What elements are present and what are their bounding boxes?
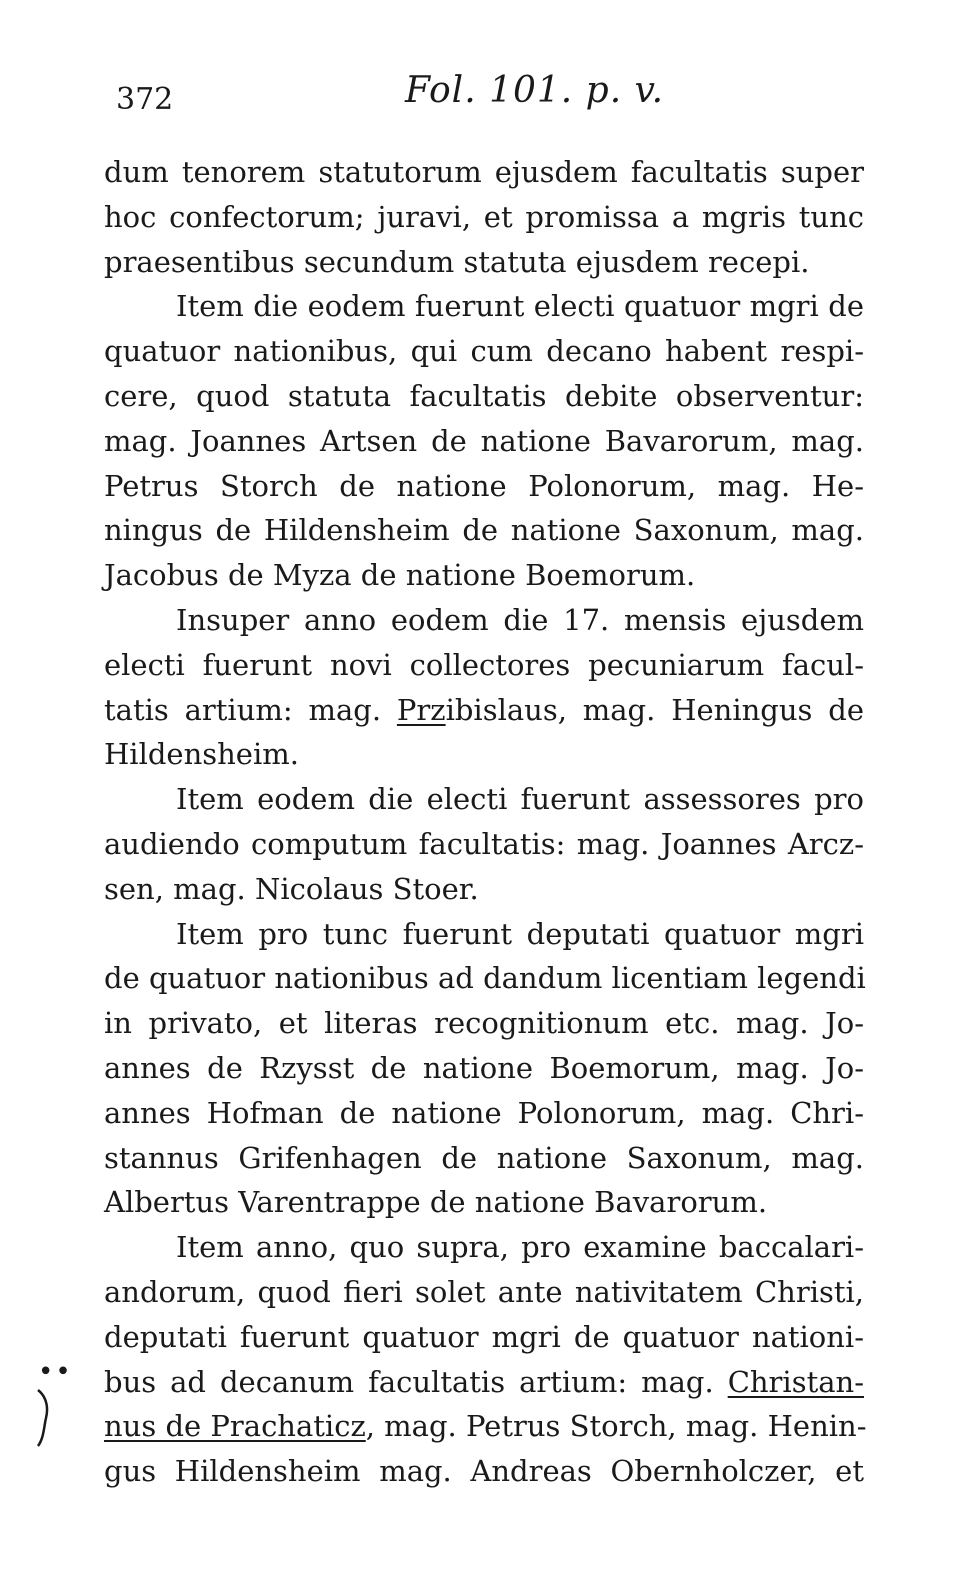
text-line: Item pro tunc fuerunt deputati quatuor mgri xyxy=(176,916,864,951)
text-line: Item anno, quo supra, pro examine baccalari- xyxy=(176,1230,864,1265)
underlined-name: Prz xyxy=(396,692,446,727)
text-line: de quatuor nationibus ad dandum licentiam legendi xyxy=(104,961,866,996)
text-line: nus de Prachaticz, mag. Petrus Storch, mag. Henin- xyxy=(104,1409,867,1444)
text-line: andorum, quod fieri solet ante nativitatem Christi, xyxy=(104,1274,864,1309)
text-line: in privato, et literas recognitionum etc. mag. Jo- xyxy=(104,1006,864,1041)
handwritten-folio-note: Fol. 101. p. v. xyxy=(405,70,665,111)
text-line: gus Hildensheim mag. Andreas Obernholczer, et xyxy=(104,1454,864,1489)
text-line: audiendo computum facultatis: mag. Joannes Arcz- xyxy=(104,826,864,861)
text-line: hoc confectorum; juravi, et promissa a mgris tunc xyxy=(104,199,864,234)
text-line: praesentibus secundum statuta ejusdem recepi. xyxy=(104,244,810,279)
underlined-name: nus de Prachaticz xyxy=(104,1409,366,1444)
underlined-name: Christan- xyxy=(727,1364,864,1399)
text-line: Hildensheim. xyxy=(104,737,299,772)
margin-brace-mark xyxy=(32,1388,56,1448)
text-line: cere, quod statuta facultatis debite observentur: xyxy=(104,378,864,413)
text-line: Item die eodem fuerunt electi quatuor mgri de xyxy=(176,289,864,324)
text-line: electi fuerunt novi collectores pecuniarum facul- xyxy=(104,647,864,682)
margin-annotation-dots: •• xyxy=(38,1357,73,1387)
text-line: ningus de Hildensheim de natione Saxonum, mag. xyxy=(104,513,864,548)
body-text xyxy=(104,150,867,1494)
page-number: 372 xyxy=(116,82,174,117)
text-line: Jacobus de Myza de natione Boemorum. xyxy=(104,558,696,593)
text-line: bus ad decanum facultatis artium: mag. Christan- xyxy=(104,1364,864,1399)
text-line: stannus Grifenhagen de natione Saxonum, mag. xyxy=(104,1140,864,1175)
text-line: annes Hofman de natione Polonorum, mag. Chri- xyxy=(104,1095,864,1130)
text-line: dum tenorem statutorum ejusdem facultatis super xyxy=(104,155,864,189)
text-line: quatuor nationibus, qui cum decano habent respi- xyxy=(104,334,864,369)
text-line: deputati fuerunt quatuor mgri de quatuor nationi- xyxy=(104,1319,864,1354)
text-line: annes de Rzysst de natione Boemorum, mag. Jo- xyxy=(104,1050,864,1085)
text-line: tatis artium: mag. Przibislaus, mag. Heningus de xyxy=(104,692,864,727)
text-line: Item eodem die electi fuerunt assessores pro xyxy=(176,782,864,817)
text-line: sen, mag. Nicolaus Stoer. xyxy=(104,871,479,906)
text-line: mag. Joannes Artsen de natione Bavarorum, mag. xyxy=(104,423,864,458)
text-line: Petrus Storch de natione Polonorum, mag. He- xyxy=(104,468,864,503)
text-line: Insuper anno eodem die 17. mensis ejusdem xyxy=(176,602,864,637)
text-line: Albertus Varentrappe de natione Bavarorum. xyxy=(104,1185,768,1220)
